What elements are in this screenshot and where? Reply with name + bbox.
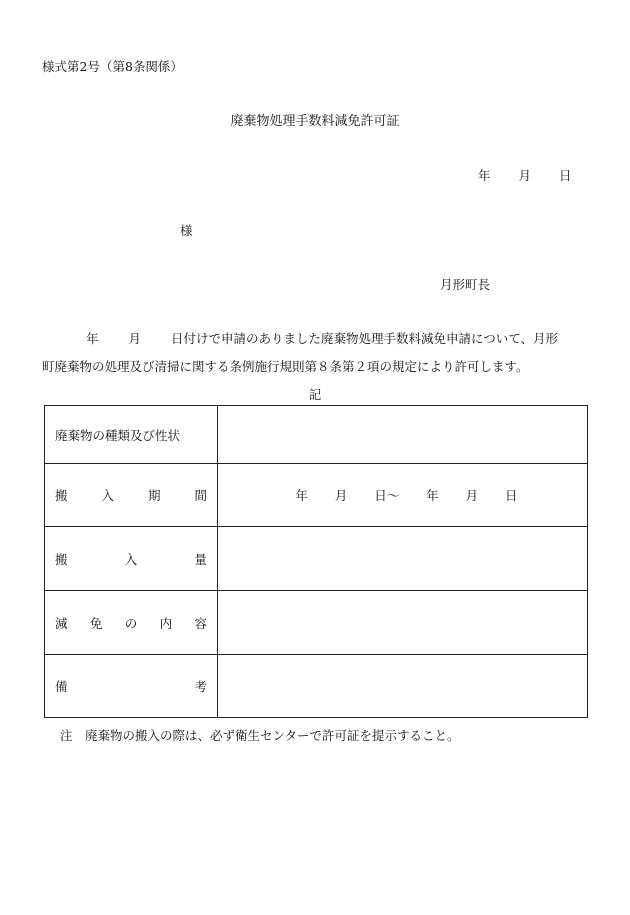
body-year: 年 [86,331,99,346]
label-quantity [45,527,218,591]
label-char: の [124,615,138,631]
label-char: 内 [159,615,173,631]
period-part: 日 [504,488,518,503]
body-line-2: 町廃棄物の処理及び清掃に関する条例施行規則第８条第２項の規定により許可します。 [42,359,529,374]
addressee-honorific: 様 [180,223,193,238]
ki-heading: 記 [308,387,322,402]
body-text-1: 日付けで申請のありました廃棄物処理手数料減免申請について、月形 [171,331,559,346]
period-part: 年 [295,488,308,503]
label-char: 免 [89,615,103,631]
label-char: 搬 [55,551,68,567]
footnote: 注 廃棄物の搬入の際は、必ず衛生センターで許可証を提示すること。 [60,728,460,743]
label-char: 搬 [55,488,68,503]
date-month: 月 [518,168,532,183]
label-char: 減 [55,615,68,631]
table-row [45,591,588,655]
table-row [45,464,588,527]
label-waste-type: 廃棄物の種類及び性状 [45,406,218,464]
form-number: 様式第2号（第8条関係） [42,59,183,74]
date-year: 年 [478,168,491,183]
label-char: 考 [194,679,207,694]
document-title: 廃棄物処理手数料減免許可証 [230,114,400,129]
label-char: 容 [194,615,207,631]
label-remarks [45,655,218,718]
value-period [218,464,588,527]
period-part: 月 [465,488,479,503]
table-row [45,406,588,464]
label-char: 入 [101,488,114,503]
period-part: 月 [334,488,348,503]
label-period [45,464,218,527]
table-row [45,655,588,718]
body-line-1 [86,329,558,347]
table-row [45,527,588,591]
issuer: 月形町長 [440,277,491,292]
label-exemption [45,591,218,655]
value-remarks [218,655,588,718]
value-waste-type [218,406,588,464]
period-part: 年 [426,488,439,503]
label-char: 間 [194,488,207,503]
label-char: 入 [124,551,138,567]
label-char: 量 [194,551,207,567]
value-exemption [218,591,588,655]
label-char: 期 [147,488,161,503]
period-part: 日〜 [374,488,400,503]
label-char: 備 [55,679,68,694]
date-day: 日 [559,168,572,183]
permit-table [44,405,588,718]
body-month: 月 [128,331,142,346]
value-quantity [218,527,588,591]
issue-date [478,166,572,184]
